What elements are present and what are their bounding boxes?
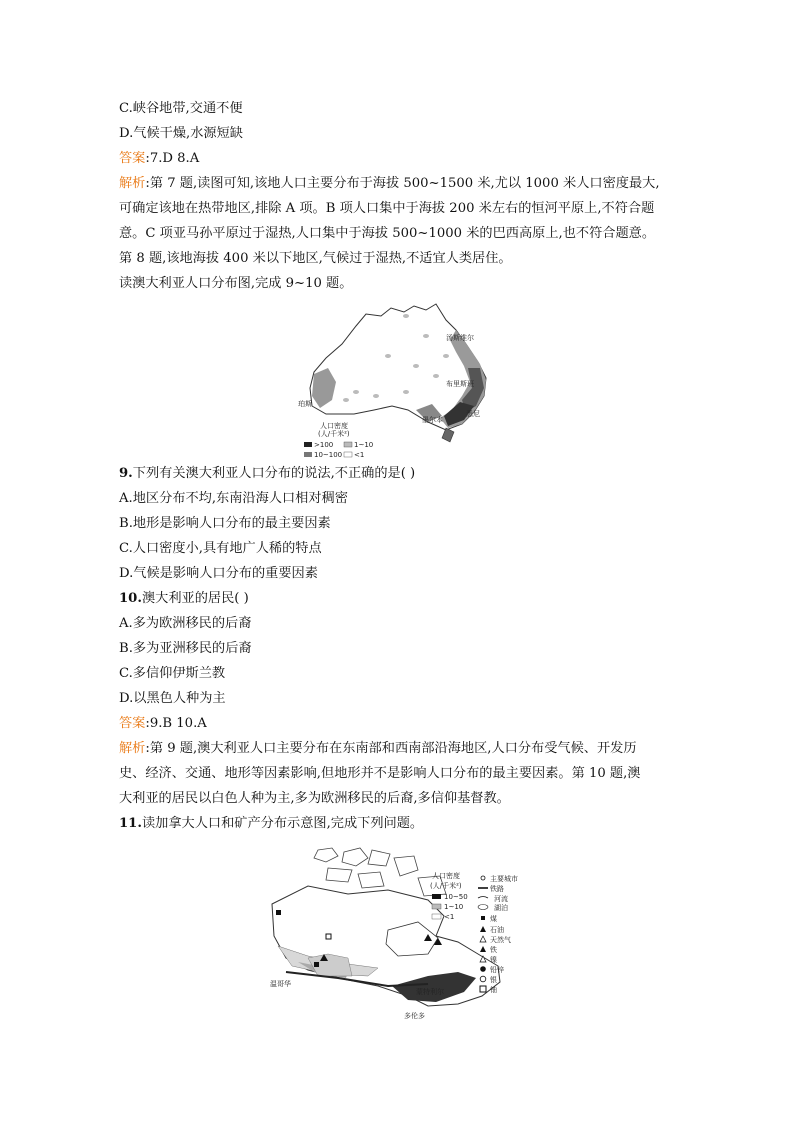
city-perth: 珀斯 (298, 400, 312, 408)
explanation-9-10-line-1 (119, 740, 637, 758)
city-melbourne: 墨尔本 (422, 416, 443, 424)
answer-text: :9.B 10.A (145, 716, 207, 731)
city-townsville: 汤斯维尔 (446, 334, 474, 342)
explanation-label: 解析 (119, 741, 146, 756)
legend-unit: (人/千米²) (318, 430, 350, 438)
symbol-uranium: 铀 (490, 986, 497, 994)
symbol-city: 主要城市 (490, 875, 518, 883)
answer-label: 答案 (119, 716, 146, 731)
question-10 (119, 590, 249, 608)
legend-2: 1~10 (354, 441, 374, 449)
explanation-line-2: 可确定该地在热带地区,排除 A 项。B 项人口集中于海拔 200 米左右的恒河平原上,不符合题 (119, 201, 655, 216)
canada-population-mineral-map (268, 846, 528, 1022)
legend-3: 10~100 (314, 451, 343, 459)
density-2: 1~10 (444, 903, 464, 911)
answer-9-10 (119, 715, 207, 733)
canada-legend-unit: (人/千米²) (430, 882, 462, 890)
option-10d: D.以黑色人种为主 (119, 691, 226, 706)
density-3: <1 (444, 913, 455, 921)
explanation-line-1 (119, 175, 660, 193)
question-text: 下列有关澳大利亚人口分布的说法,不正确的是( ) (132, 466, 416, 481)
australia-population-map (296, 296, 496, 466)
answer-7-8 (119, 150, 199, 168)
option-9d: D.气候是影响人口分布的重要因素 (119, 566, 318, 581)
explanation-text: :第 7 题,读图可知,该地人口主要分布于海拔 500~1500 米,尤以 1000 米人口密度最大, (145, 176, 660, 191)
city-sydney: 悉尼 (466, 410, 480, 418)
density-1: 10~50 (444, 893, 468, 901)
question-9 (119, 465, 415, 483)
symbol-gas: 天然气 (490, 936, 511, 944)
symbol-railway: 铁路 (490, 885, 504, 893)
question-number: 10. (119, 591, 142, 606)
explanation-text: :第 9 题,澳大利亚人口主要分布在东南部和西南部沿海地区,人口分布受气候、开发历 (145, 741, 637, 756)
city-montreal: 蒙特利尔 (416, 988, 444, 996)
option-9c: C.人口密度小,具有地广人稀的特点 (119, 541, 322, 556)
explanation-line-3: 意。C 项亚马孙平原过于湿热,人口集中于海拔 500~1000 米的巴西高原上,也不符合题意。 (119, 226, 656, 241)
legend-4: <1 (354, 451, 365, 459)
option-9a: A.地区分布不均,东南沿海人口相对稠密 (119, 491, 348, 506)
symbol-nickel: 镍 (490, 956, 497, 964)
explanation-9-10-line-2: 史、经济、交通、地形等因素影响,但地形并不是影响人口分布的最主要因素。第 10 题,澳 (119, 766, 641, 781)
option-10a: A.多为欧洲移民的后裔 (119, 616, 252, 631)
question-number: 11. (119, 816, 142, 831)
option-10c: C.多信仰伊斯兰教 (119, 666, 226, 681)
symbol-coal: 煤 (490, 915, 497, 923)
legend-1: >100 (314, 441, 334, 449)
answer-text: :7.D 8.A (145, 151, 200, 166)
symbol-oil: 石油 (490, 926, 504, 934)
symbol-lake: 湖泊 (494, 904, 508, 912)
explanation-label: 解析 (119, 176, 146, 191)
option-10b: B.多为亚洲移民的后裔 (119, 641, 252, 656)
city-brisbane: 布里斯班 (446, 380, 474, 388)
symbol-lead-zinc: 铅锌 (490, 966, 504, 974)
city-toronto: 多伦多 (404, 1012, 425, 1020)
symbol-iron: 铁 (490, 946, 497, 954)
symbol-river: 河流 (494, 895, 508, 903)
legend-title: 人口密度 (320, 422, 348, 430)
symbol-silver: 银 (490, 976, 497, 984)
option-9b: B.地形是影响人口分布的最主要因素 (119, 516, 331, 531)
canada-legend-title: 人口密度 (432, 872, 460, 880)
question-11 (119, 815, 423, 833)
answer-label: 答案 (119, 151, 146, 166)
question-text: 读加拿大人口和矿产分布示意图,完成下列问题。 (141, 816, 424, 831)
explanation-9-10-line-3: 大利亚的居民以白色人种为主,多为欧洲移民的后裔,多信仰基督教。 (119, 791, 510, 806)
option-7c: C.峡谷地带,交通不便 (119, 101, 243, 116)
question-text: 澳大利亚的居民( ) (141, 591, 249, 606)
option-7d: D.气候干燥,水源短缺 (119, 126, 243, 141)
city-vancouver: 温哥华 (270, 980, 291, 988)
explanation-line-4: 第 8 题,该地海拔 400 米以下地区,气候过于湿热,不适宜人类居住。 (119, 251, 512, 266)
instruction-9-10: 读澳大利亚人口分布图,完成 9~10 题。 (119, 276, 353, 291)
question-number: 9. (119, 466, 133, 481)
